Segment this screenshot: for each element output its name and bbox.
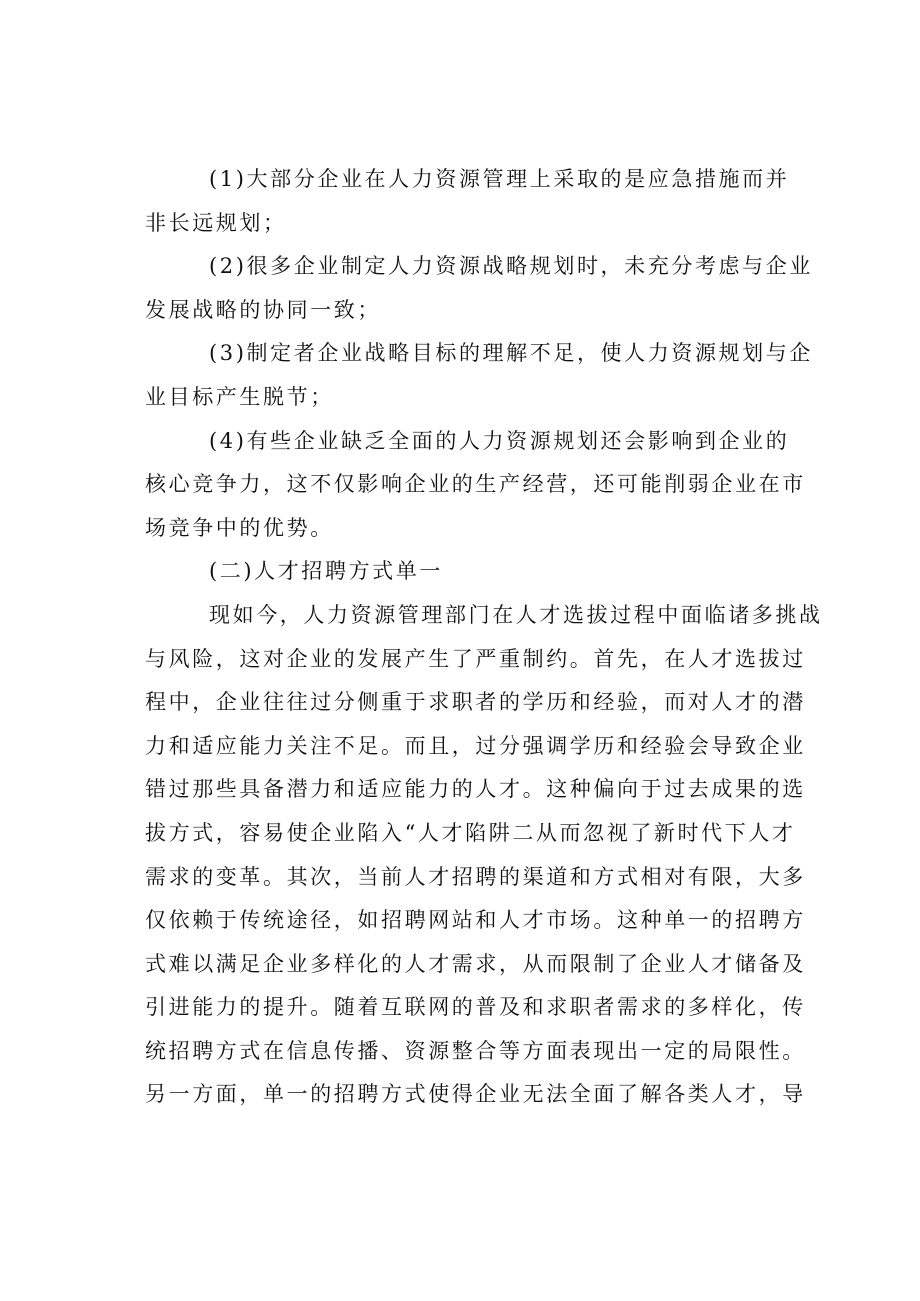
list-item-2-line-2: 发展战略的协同一致；: [145, 297, 381, 322]
body-line-1: 现如今，人力资源管理部门在人才选拔过程中面临诸多挑战: [209, 602, 823, 627]
body-line-11: 统招聘方式在信息传播、资源整合等方面表现出一定的局限性。: [145, 1038, 806, 1063]
body-line-12: 另一方面，单一的招聘方式使得企业无法全面了解各类人才，导: [145, 1082, 806, 1107]
list-item-3: [145, 332, 813, 419]
list-item-1-line-1: (1)大部分企业在人力资源管理上采取的是应急措施而并: [209, 167, 790, 191]
list-item-2: [145, 245, 813, 332]
body-line-10: 引进能力的提升。随着互联网的普及和求职者需求的多样化，传: [145, 995, 806, 1020]
list-item-3-line-1: (3)制定者企业战略目标的理解不足，使人力资源规划与企: [209, 341, 813, 366]
list-item-4-line-1: (4)有些企业缺乏全面的人力资源规划还会影响到企业的: [209, 428, 790, 453]
list-item-2-line-1: (2)很多企业制定人力资源战略规划时，未充分考虑与企业: [209, 254, 813, 279]
body-line-6: 拔方式，容易使企业陷入“人才陷阱二从而忽视了新时代下人才: [145, 820, 796, 845]
list-item-3-line-2: 业目标产生脱节；: [145, 384, 334, 409]
body-line-2: 与风险，这对企业的发展产生了严重制约。首先，在人才选拔过: [145, 646, 806, 671]
body-paragraph: [145, 594, 823, 1117]
list-item-1: [145, 158, 790, 245]
body-line-7: 需求的变革。其次，当前人才招聘的渠道和方式相对有限，大多: [145, 864, 806, 889]
body-line-8: 仅依赖于传统途径，如招聘网站和人才市场。这种单一的招聘方: [145, 908, 806, 933]
body-line-5: 错过那些具备潜力和适应能力的人才。这种偏向于过去成果的选: [145, 777, 806, 802]
list-item-4-line-2: 核心竞争力，这不仅影响企业的生产经营，还可能削弱企业在市: [145, 472, 806, 497]
section-heading-text: (二)人才招聘方式单一: [209, 559, 443, 584]
document-body: [145, 158, 823, 1117]
body-line-9: 式难以满足企业多样化的人才需求，从而限制了企业人才储备及: [145, 951, 806, 976]
body-line-3: 程中，企业往往过分侧重于求职者的学历和经验，而对人才的潜: [145, 690, 806, 715]
list-item-4-line-3: 场竞争中的优势。: [145, 515, 334, 540]
body-line-4: 力和适应能力关注不足。而且，过分强调学历和经验会导致企业: [145, 733, 806, 758]
list-item-1-line-2: 非长远规划；: [145, 210, 287, 235]
section-heading: [145, 550, 785, 594]
list-item-4: [145, 420, 806, 551]
